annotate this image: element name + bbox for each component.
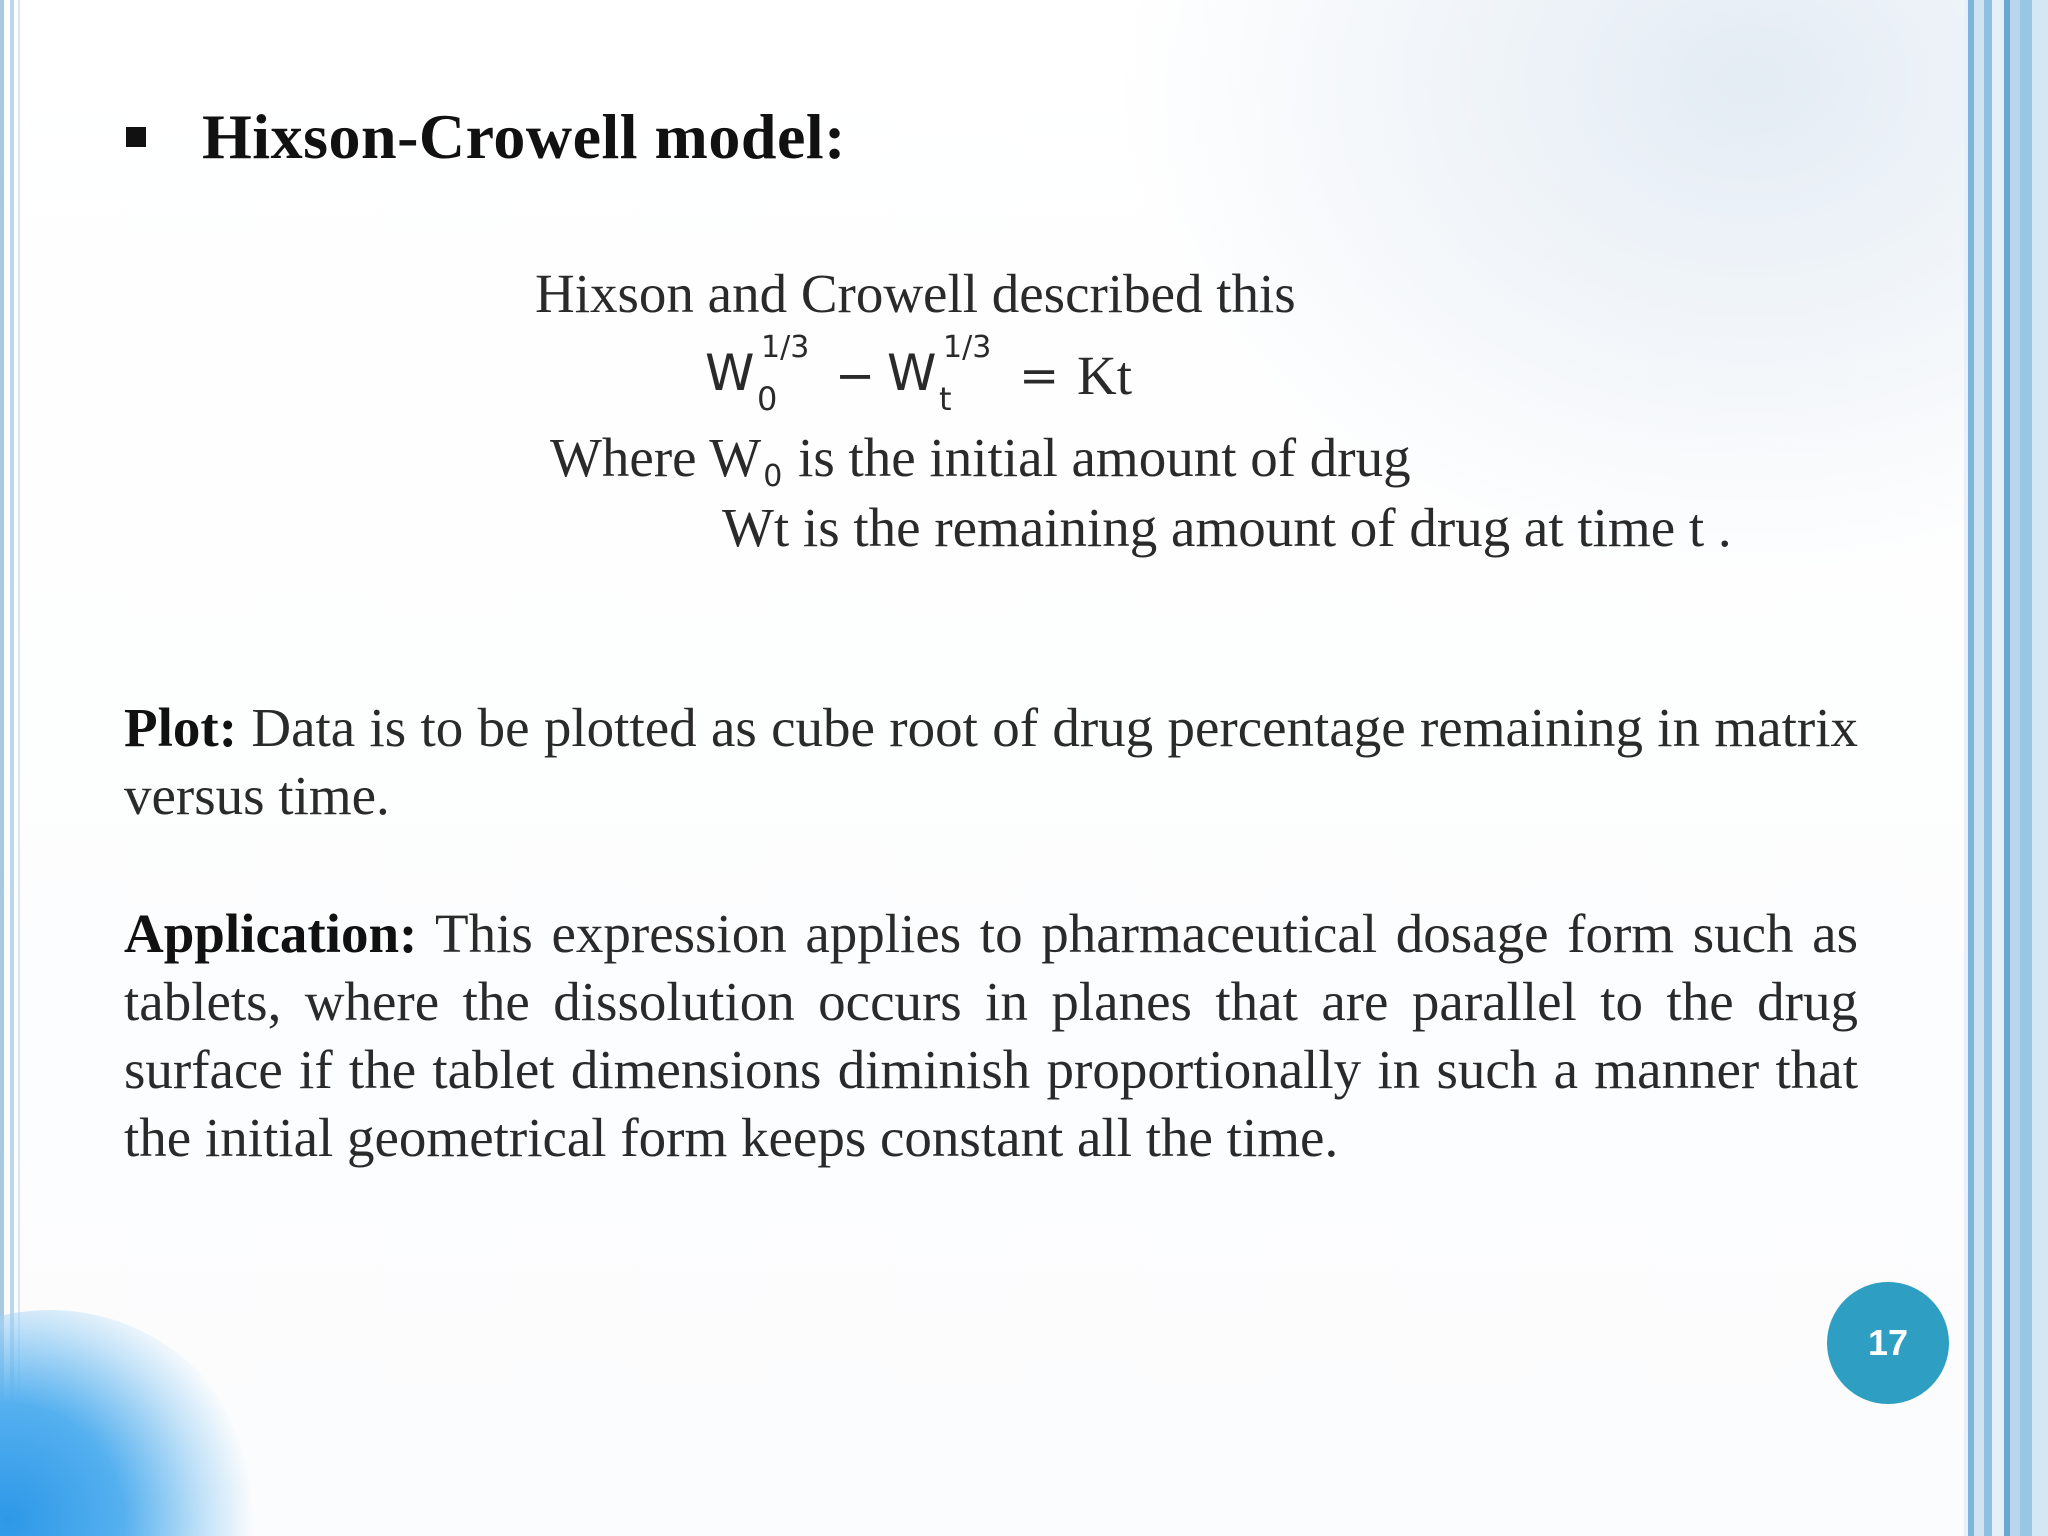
equals-operator: = <box>1019 348 1060 404</box>
right-border-stripes <box>1964 0 2048 1536</box>
plot-text: Data is to be plotted as cube root of drug percentage remaining in matrix versus time. <box>124 697 1858 826</box>
wt-subscript: t <box>939 380 952 418</box>
where-line-1-subscript: 0 <box>763 459 783 494</box>
plot-label: Plot: <box>124 697 238 758</box>
slide-title: Hixson-Crowell model: <box>202 101 846 172</box>
page-number-badge: 17 <box>1827 1282 1949 1404</box>
formula-description: Hixson and Crowell described this <box>535 263 1296 324</box>
w0-exponent: 1/3 <box>761 330 810 365</box>
decorative-glow <box>0 1310 260 1536</box>
left-border <box>10 0 14 1536</box>
where-line-1-suffix: is the initial amount of drug <box>784 427 1411 488</box>
title-row <box>126 100 846 174</box>
left-border <box>0 0 4 1536</box>
wt-symbol: W <box>887 344 937 402</box>
w0-subscript: 0 <box>757 380 778 418</box>
rhs-kt: Kt <box>1077 345 1132 406</box>
w0-symbol: W <box>705 344 755 402</box>
plot-paragraph <box>124 694 1858 830</box>
where-line-1-prefix: Where W <box>550 427 762 488</box>
application-text: This expression applies to pharmaceutical dosage form such as tablets, where the dissolution occurs in planes that are parallel to the drug surface if the tablet dimensions diminish proportionally in such a manner that the initial geometrical form keeps constant all the time. <box>124 903 1858 1168</box>
application-label: Application: <box>124 903 418 964</box>
hixson-crowell-equation <box>705 330 1205 420</box>
minus-operator: − <box>835 348 876 404</box>
left-border <box>18 0 20 1536</box>
application-paragraph <box>124 900 1858 1172</box>
wt-exponent: 1/3 <box>943 330 992 365</box>
where-line-2: Wt is the remaining amount of drug at time t . <box>722 497 1732 558</box>
where-line-1 <box>550 426 1411 494</box>
square-bullet-icon <box>126 127 146 147</box>
